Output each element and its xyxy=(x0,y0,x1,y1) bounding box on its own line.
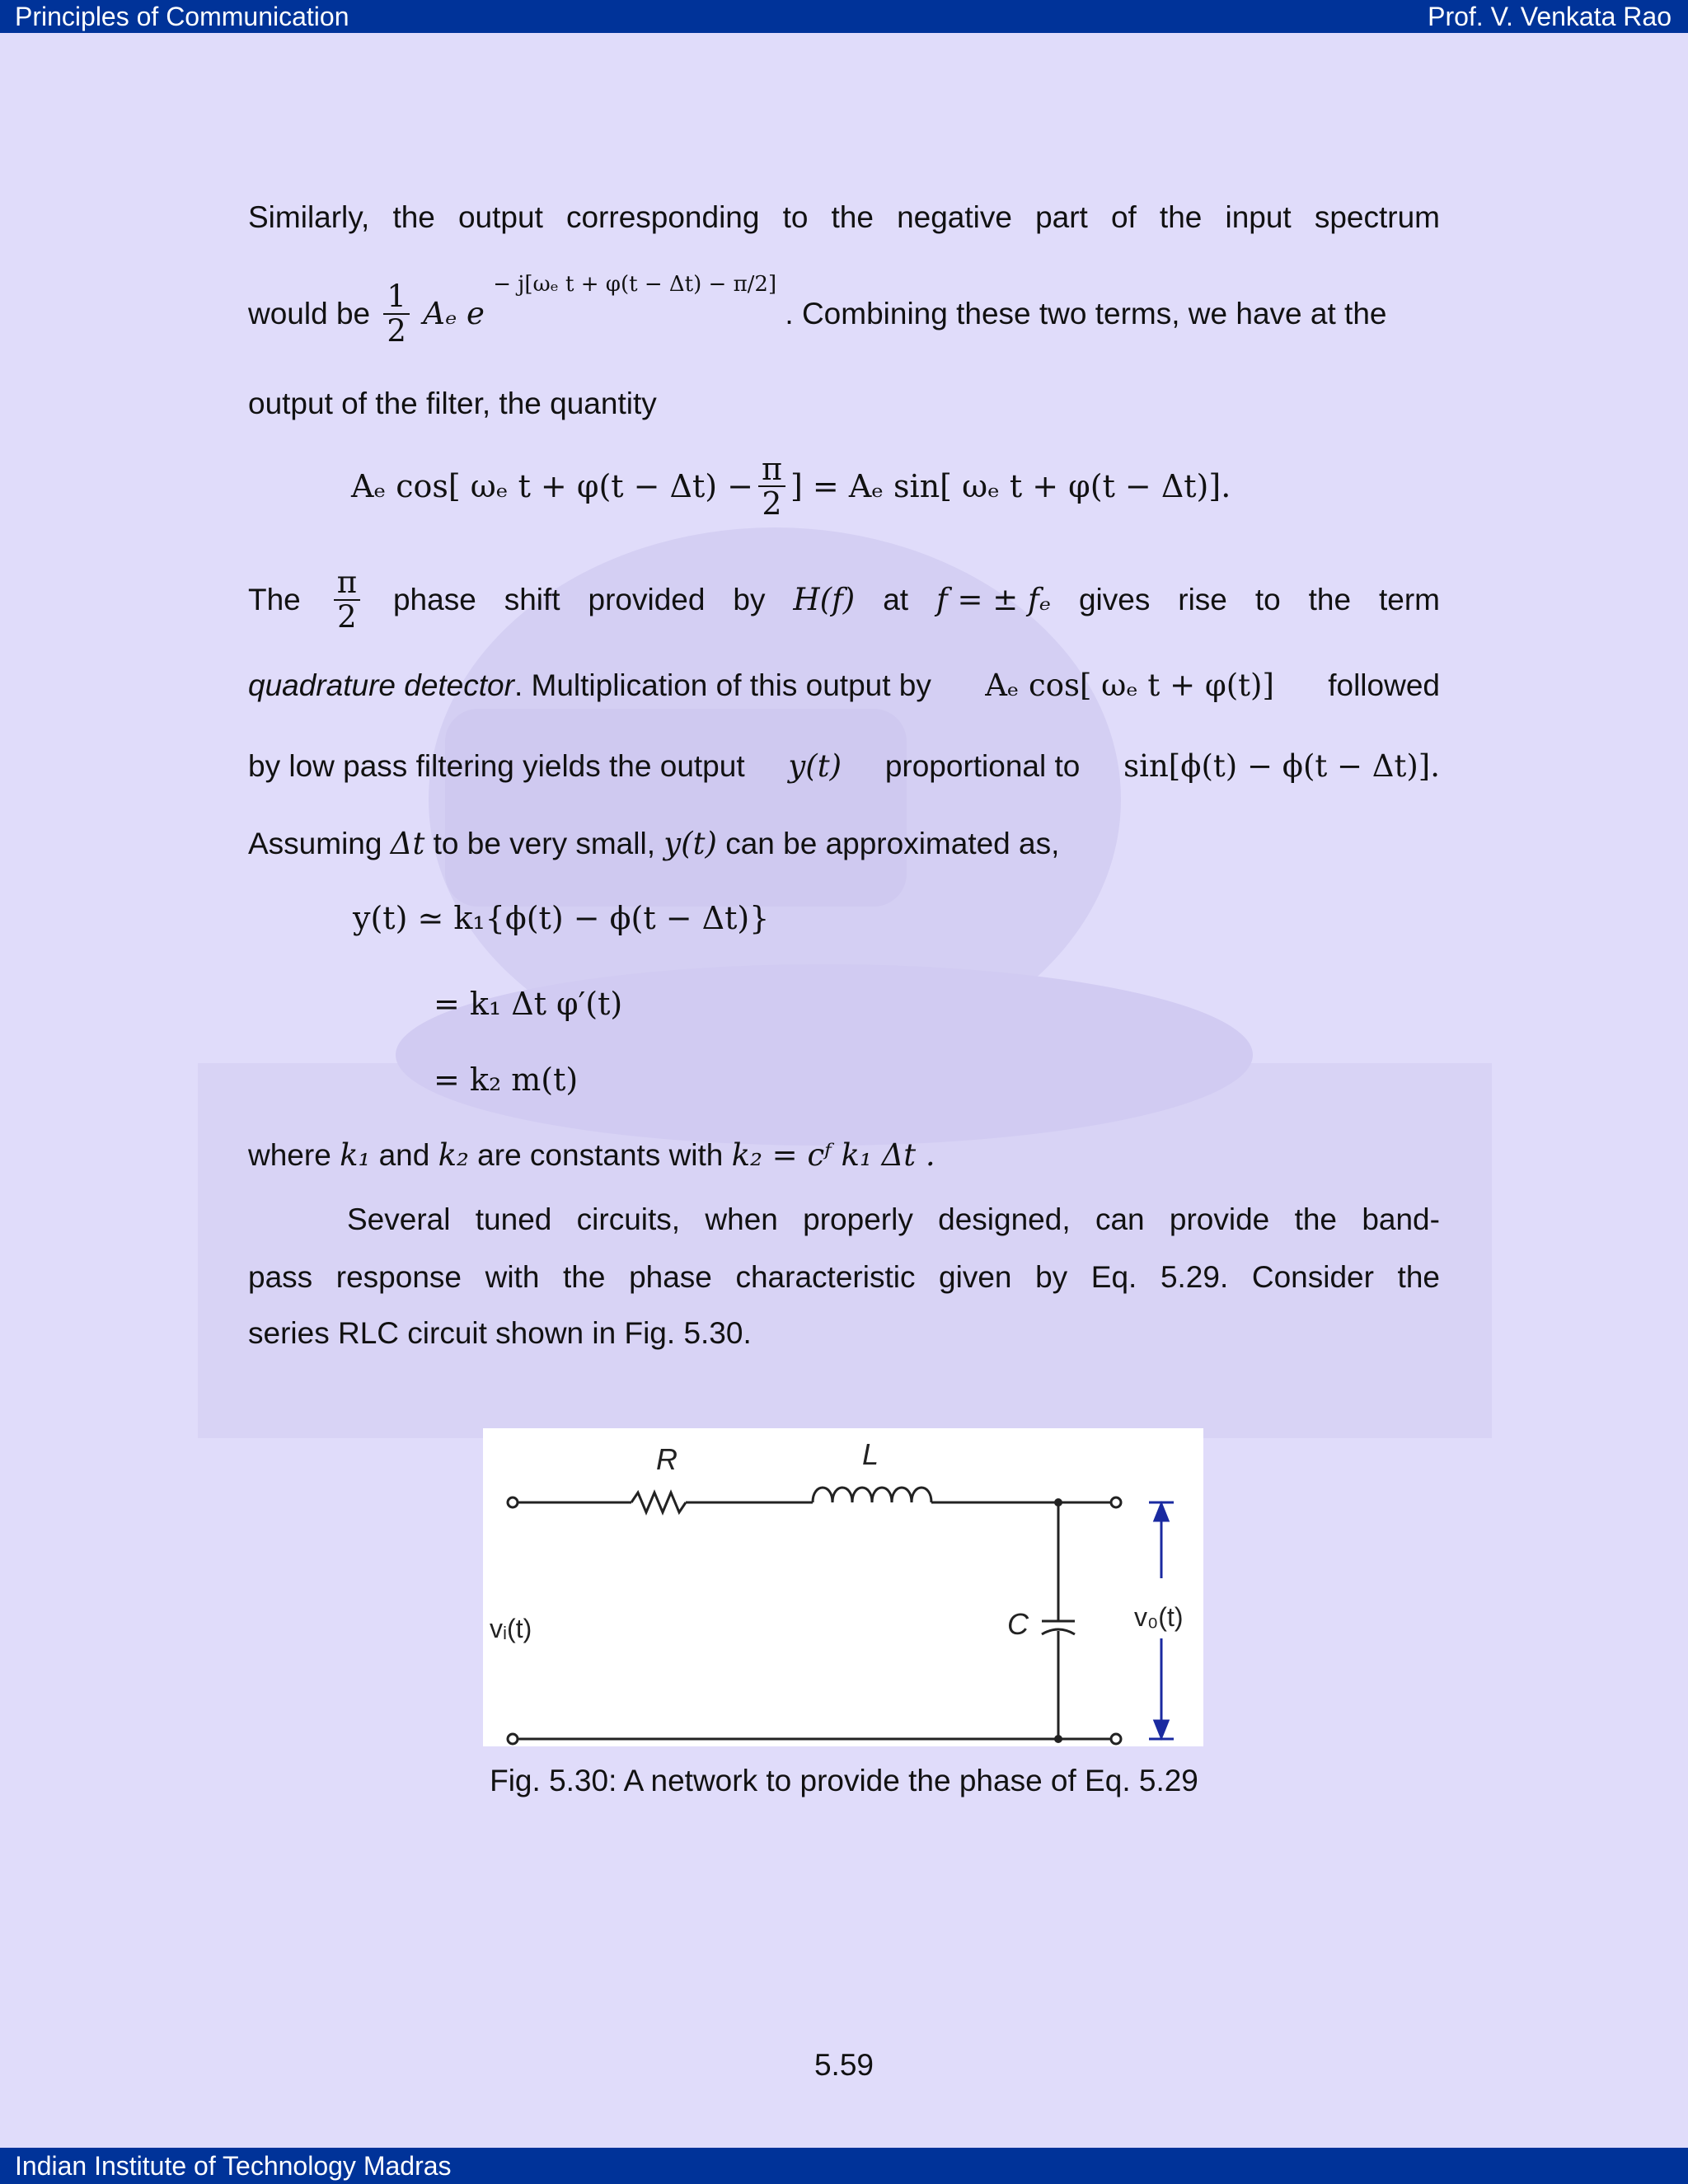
para4-line2: pass response with the phase characteristic given by Eq. 5.29. Consider the xyxy=(248,1260,1440,1294)
para3: where k₁ and k₂ are constants with k₂ = cᶠ k₁ Δt . xyxy=(248,1137,935,1173)
label-L: L xyxy=(862,1437,879,1471)
rlc-circuit-figure xyxy=(483,1428,1203,1746)
label-vo: v₀(t) xyxy=(1134,1602,1184,1632)
fraction-one-half: $\frac{1}{2}$ xyxy=(383,280,410,348)
para4-line1: Several tuned circuits, when properly designed, can provide the band- xyxy=(347,1202,1440,1236)
equation-cos-sin: Aₑ cos[ ωₑ t + φ(t − Δt) − $\frac{\pi}{2}$ ] = Aₑ sin[ ωₑ t + φ(t − Δt)]. xyxy=(351,451,1231,522)
fraction-pi-over-two: $\frac{\pi}{2}$ xyxy=(334,566,360,634)
footer-bar xyxy=(0,2148,1688,2184)
para1-line1: Similarly, the output corresponding to the negative part of the input spectrum xyxy=(248,200,1440,234)
header-course-title: Principles of Communication xyxy=(15,2,349,31)
para2-line2: quadrature detector. Multiplication of this output by Aₑ cos[ ωₑ t + φ(t)] followed xyxy=(248,668,1440,703)
para2-line3: by low pass filtering yields the output y(t) proportional to sin[ϕ(t) − ϕ(t − Δt)]. xyxy=(248,748,1440,784)
label-C: C xyxy=(1007,1607,1029,1641)
label-vi: vᵢ(t) xyxy=(490,1614,532,1643)
page-number: 5.59 xyxy=(814,2048,874,2082)
figure-caption: Fig. 5.30: A network to provide the phase of Eq. 5.29 xyxy=(490,1764,1198,1797)
equation-yt-line1: y(t) ≃ k₁{ϕ(t) − ϕ(t − Δt)} xyxy=(353,900,770,936)
exponent: − j[ωₑ t + φ(t − Δt) − π/2] xyxy=(493,271,777,297)
header-bar xyxy=(0,0,1688,33)
footer-institute: Indian Institute of Technology Madras xyxy=(15,2151,452,2181)
para1-line2: would be $\frac{1}{2}$ Aₑ e $^{- j[\omega_e t + \varphi(t - \Delta t) - \pi/2]}$ . Combining these two terms, we have at the xyxy=(248,271,1387,349)
label-R: R xyxy=(656,1442,678,1476)
watermark-image xyxy=(198,527,1492,1438)
para2-line1: The $\frac{\pi}{2}$ phase shift provided by H(f) at f = ± fₑ gives rise to the term xyxy=(248,565,1440,635)
para1-line3: output of the filter, the quantity xyxy=(248,387,657,420)
para4-line3: series RLC circuit shown in Fig. 5.30. xyxy=(248,1316,752,1350)
header-author: Prof. V. Venkata Rao xyxy=(1428,2,1672,31)
para2-line4: Assuming Δt to be very small, y(t) can be approximated as, xyxy=(248,826,1060,861)
equation-yt-line2: = k₁ Δt φ′(t) xyxy=(434,986,623,1022)
equation-yt-line3: = k₂ m(t) xyxy=(434,1062,579,1098)
